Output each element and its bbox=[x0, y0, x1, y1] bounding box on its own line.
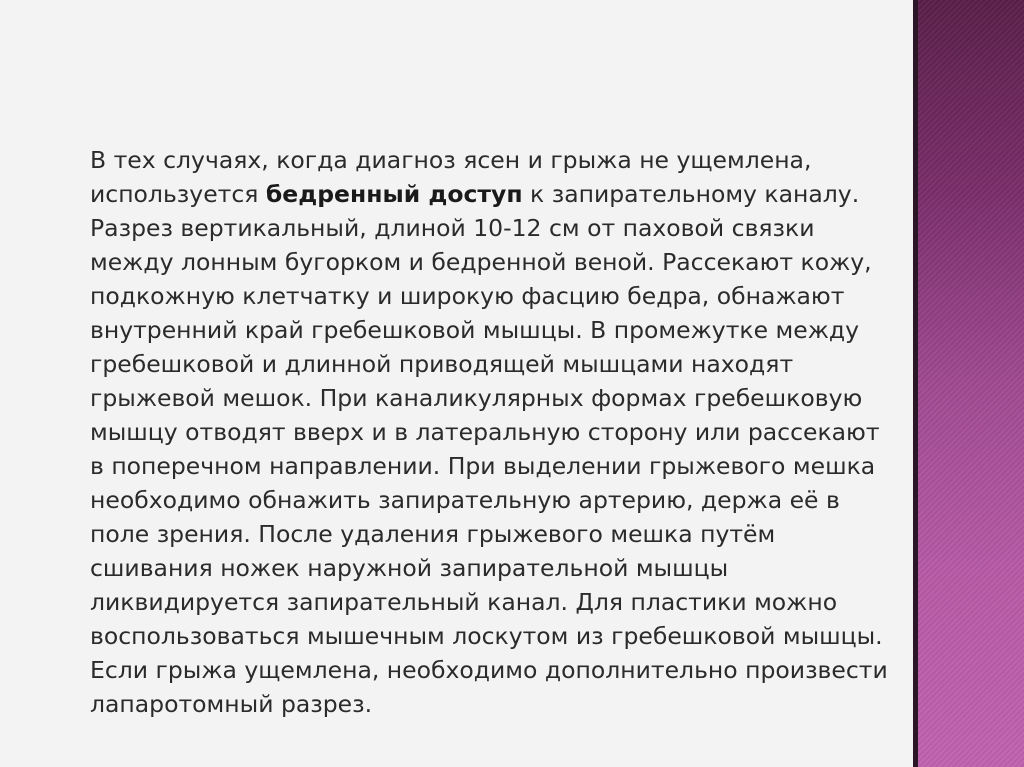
text-run: воспользоваться мышечным лоскутом из гребешковой мышцы. bbox=[90, 622, 883, 650]
text-line bbox=[90, 381, 908, 415]
decorative-side-panel bbox=[918, 0, 1024, 767]
text-line bbox=[90, 687, 908, 721]
text-run: В тех случаях, когда диагноз ясен и грыжа не ущемлена, bbox=[90, 146, 812, 174]
text-run: Разрез вертикальный, длиной 10-12 см от паховой связки bbox=[90, 214, 815, 242]
text-line bbox=[90, 245, 908, 279]
text-run: внутренний край гребешковой мышцы. В промежутке между bbox=[90, 316, 860, 344]
text-run: Если грыжа ущемлена, необходимо дополнительно произвести bbox=[90, 656, 888, 684]
text-line bbox=[90, 483, 908, 517]
emphasized-term: бедренный доступ bbox=[265, 180, 523, 208]
text-run: к запирательному каналу. bbox=[522, 180, 860, 208]
text-line bbox=[90, 313, 908, 347]
text-line bbox=[90, 551, 908, 585]
text-run: сшивания ножек наружной запирательной мышцы bbox=[90, 554, 729, 582]
text-line bbox=[90, 653, 908, 687]
text-line bbox=[90, 619, 908, 653]
text-run: между лонным бугорком и бедренной веной. Рассекают кожу, bbox=[90, 248, 872, 276]
text-line bbox=[90, 415, 908, 449]
text-run: грыжевой мешок. При каналикулярных формах гребешковую bbox=[90, 384, 863, 412]
text-line bbox=[90, 517, 908, 551]
text-line bbox=[90, 585, 908, 619]
text-run: гребешковой и длинной приводящей мышцами находят bbox=[90, 350, 794, 378]
text-run: мышцу отводят вверх и в латеральную сторону или рассекают bbox=[90, 418, 880, 446]
text-line bbox=[90, 347, 908, 381]
text-line bbox=[90, 143, 908, 177]
text-run: используется bbox=[90, 180, 266, 208]
text-line bbox=[90, 177, 908, 211]
text-line bbox=[90, 211, 908, 245]
text-run: подкожную клетчатку и широкую фасцию бедра, обнажают bbox=[90, 282, 845, 310]
text-run: лапаротомный разрез. bbox=[90, 690, 373, 718]
text-run: поле зрения. После удаления грыжевого мешка путём bbox=[90, 520, 776, 548]
text-run: необходимо обнажить запирательную артерию, держа её в bbox=[90, 486, 840, 514]
body-paragraph bbox=[90, 143, 908, 721]
text-line bbox=[90, 449, 908, 483]
text-run: в поперечном направлении. При выделении грыжевого мешка bbox=[90, 452, 876, 480]
text-line bbox=[90, 279, 908, 313]
text-run: ликвидируется запирательный канал. Для пластики можно bbox=[90, 588, 838, 616]
